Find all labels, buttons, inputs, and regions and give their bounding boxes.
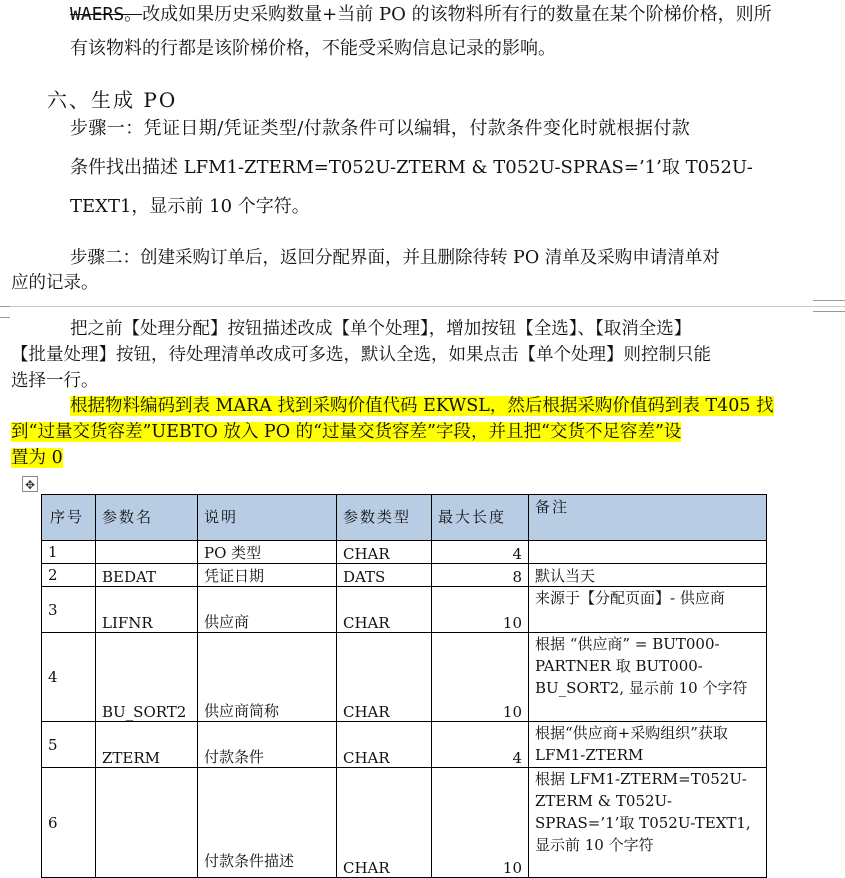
paragraph-line: WAERS。改成如果历史采购数量+当前 PO 的该物料所有行的数量在某个阶梯价格，则所 bbox=[70, 4, 772, 25]
section-heading: 六、生成 PO bbox=[47, 88, 178, 112]
cell-type: CHAR bbox=[337, 768, 432, 878]
cell-len: 4 bbox=[432, 722, 529, 768]
header-cell: 序号 bbox=[42, 495, 96, 541]
header-cell: 参数名 bbox=[96, 495, 198, 541]
cell-desc: 供应商简称 bbox=[198, 633, 337, 722]
cell-type: CHAR bbox=[337, 633, 432, 722]
cell-no: 5 bbox=[42, 722, 96, 768]
step2-line: 应的记录。 bbox=[11, 273, 99, 293]
paragraph-line: 选择一行。 bbox=[11, 371, 99, 391]
cell-note: 根据 LFM1-ZTERM=T052U-ZTERM & T052U-SPRAS=’1’取 T052U-TEXT1, 显示前 10 个字符 bbox=[529, 768, 767, 878]
parameter-table bbox=[41, 494, 767, 878]
cell-len: 4 bbox=[432, 541, 529, 564]
header-cell: 备注 bbox=[529, 495, 767, 541]
cell-note: 来源于【分配页面】- 供应商 bbox=[529, 587, 767, 633]
cell-name: BU_SORT2 bbox=[96, 633, 198, 722]
paragraph-line: 有该物料的行都是该阶梯价格，不能受采购信息记录的影响。 bbox=[70, 38, 556, 59]
cell-len: 8 bbox=[432, 564, 529, 587]
cell-no: 2 bbox=[42, 564, 96, 587]
cell-name: LIFNR bbox=[96, 587, 198, 633]
cell-type: CHAR bbox=[337, 587, 432, 633]
step1-line: 步骤一：凭证日期/凭证类型/付款条件可以编辑，付款条件变化时就根据付款 bbox=[70, 118, 691, 139]
cell-name bbox=[96, 768, 198, 878]
cell-len: 10 bbox=[432, 587, 529, 633]
table-row bbox=[42, 541, 767, 564]
cell-name: BEDAT bbox=[96, 564, 198, 587]
cell-name: ZTERM bbox=[96, 722, 198, 768]
paragraph-line: 把之前【处理分配】按钮描述改成【单个处理】，增加按钮【全选】、【取消全选】 bbox=[70, 319, 692, 339]
table-row bbox=[42, 564, 767, 587]
cell-desc: 付款条件 bbox=[198, 722, 337, 768]
table-header-row bbox=[42, 495, 767, 541]
highlighted-line: 到“过量交货容差”UEBTO 放入 PO 的“过量交货容差”字段，并且把“交货不足容差”设 bbox=[11, 422, 682, 442]
cell-desc: PO 类型 bbox=[198, 541, 337, 564]
cell-len: 10 bbox=[432, 768, 529, 878]
cell-type: CHAR bbox=[337, 541, 432, 564]
step2-line: 步骤二：创建采购订单后，返回分配界面，并且删除待转 PO 清单及采购申请清单对 bbox=[70, 248, 720, 268]
table-row bbox=[42, 768, 767, 878]
cell-note: 默认当天 bbox=[529, 564, 767, 587]
cell-note: 根据 “供应商” = BUT000-PARTNER 取 BUT000-BU_SORT2, 显示前 10 个字符 bbox=[529, 633, 767, 722]
cell-type: CHAR bbox=[337, 722, 432, 768]
page-break-marker bbox=[0, 306, 10, 318]
highlighted-line: 根据物料编码到表 MARA 找到采购价值代码 EKWSL，然后根据采购价值码到表 T405 找 bbox=[70, 396, 774, 416]
header-cell: 参数类型 bbox=[337, 495, 432, 541]
cell-no: 6 bbox=[42, 768, 96, 878]
step1-line: TEXT1，显示前 10 个字符。 bbox=[70, 196, 310, 217]
table-row bbox=[42, 722, 767, 768]
paragraph-line: 【批量处理】按钮，待处理清单改成可多选，默认全选，如果点击【单个处理】则控制只能 bbox=[11, 345, 711, 365]
highlighted-line: 置为 0 bbox=[11, 448, 63, 468]
cell-note: 根据“供应商+采购组织”获取 LFM1-ZTERM bbox=[529, 722, 767, 768]
cell-type: DATS bbox=[337, 564, 432, 587]
cell-note bbox=[529, 541, 767, 564]
table-row bbox=[42, 587, 767, 633]
step1-line: 条件找出描述 LFM1-ZTERM=T052U-ZTERM & T052U-SPRAS=’1’取 T052U- bbox=[70, 157, 753, 178]
cell-no: 1 bbox=[42, 541, 96, 564]
header-cell: 最大长度 bbox=[432, 495, 529, 541]
header-cell: 说明 bbox=[198, 495, 337, 541]
page-break-marker bbox=[813, 300, 845, 312]
cell-name bbox=[96, 541, 198, 564]
cell-desc: 凭证日期 bbox=[198, 564, 337, 587]
struck-text: WAERS。 bbox=[70, 4, 143, 25]
cell-desc: 付款条件描述 bbox=[198, 768, 337, 878]
cell-len: 10 bbox=[432, 633, 529, 722]
cell-no: 3 bbox=[42, 587, 96, 633]
table-move-handle-icon[interactable]: ✥ bbox=[22, 476, 38, 492]
table-row bbox=[42, 633, 767, 722]
cell-no: 4 bbox=[42, 633, 96, 722]
cell-desc: 供应商 bbox=[198, 587, 337, 633]
